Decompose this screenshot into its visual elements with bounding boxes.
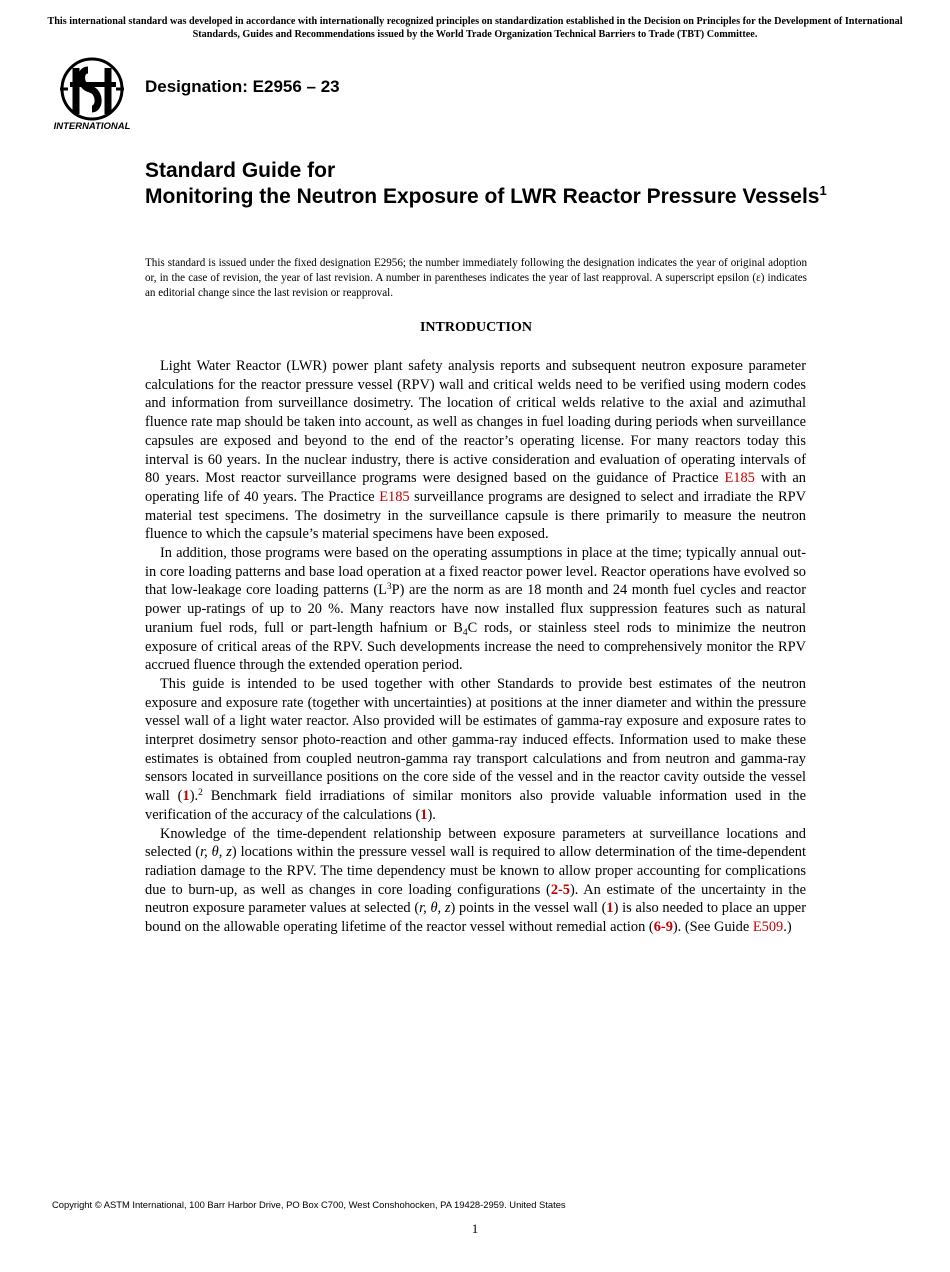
title-line-1: Standard Guide for (145, 159, 336, 182)
intro-paragraph-3: This guide is intended to be used together with other Standards to provide best estimates of the neutron exposure and exposure rate (together with uncertainties) at positions at the inner diameter and within the pressure vessel wall of a light water reactor. Also provided will be estimates of gamma-ray exposure and exposure rates to interpret dosimetry sensor photo-reaction and other gamma-ray induced effects. Information used to make these estimates is obtained from coupled neutron-gamma ray transport calculations and from neutron and gamma-ray sensors located in surveillance positions on the core side of the vessel and in the reactor cavity outside the vessel wall (1).$^2$ Benchmark field irradiations of similar monitors also provide valuable information used in the verification of the accuracy of the calculations (1). (145, 675, 806, 823)
standard-link-e509[interactable]: E509 (752, 919, 784, 936)
page-number: 1 (471, 1221, 479, 1236)
intro-paragraph-4: Knowledge of the time-dependent relationship between exposure parameters at surveillance locations and selected (r, θ, z) locations within the pressure vessel wall is required to allow determination of the time-dependent radiation damage to the RPV. The time dependency must be known to allow proper accounting for complications due to burn-up, as well as changes in core loading configurations (2-5). An estimate of the uncertainty in the neutron exposure parameter values at selected (r, θ, z) points in the vessel wall (1) is also needed to place an upper bound on the allowable operating lifetime of the reactor vessel without remedial action (6-9). (See Guide E509.) (145, 825, 807, 936)
issue-note: This standard is issued under the fixed designation E2956; the number immediately following the designation indicates the year of original adoption or, in the case of revision, the year of last revision. A number in parentheses indicates the year of last reapproval. A superscript epsilon (ε) indicates an editorial change since the last revision or reapproval. (145, 257, 807, 299)
citation-link[interactable]: 1 (606, 900, 614, 917)
standard-link-e185[interactable]: E185 (724, 470, 755, 487)
title-footnote-marker: 1 (819, 183, 827, 198)
logo-wordmark: INTERNATIONAL (53, 121, 131, 132)
wto-notice: This international standard was developed in accordance with internationally recognized principles on standardization established in the Decision on Principles for the Development of International Standards, Guides and Recommendations issued by the World Trade Organization Technical Barriers to Trade (TBT) Committee. (47, 16, 903, 40)
citation-link[interactable]: 2-5 (550, 881, 570, 898)
footnote-marker: 2 (198, 788, 203, 799)
designation: Designation: E2956 – 23 (145, 77, 340, 96)
intro-paragraph-2: In addition, those programs were based on the operating assumptions in place at the time; typically annual out-in core loading patterns and base load operation at a fixed reactor power level. Reactor operations have evolved so that low-leakage core loading patterns $(L^3P)$ are the norm as are 18 month and 24 month fuel cycles and reactor power up-ratings of up to 20 %. Many reactors have now installed flux suppression features such as natural uranium fuel rods, full or part-length hafnium or $B_4C$ rods, or stainless steel rods to minimize the neutron exposure of critical areas of the RPV. Such developments increase the need to comprehensively monitor the RPV accrued fluence through the extended operation period. (145, 545, 806, 674)
astm-logo (52, 56, 136, 132)
introduction-body (145, 357, 806, 937)
introduction-heading: INTRODUCTION (419, 320, 532, 335)
standard-link-e185[interactable]: E185 (379, 488, 410, 505)
citation-link[interactable]: 1 (182, 788, 190, 805)
intro-paragraph-1: Light Water Reactor (LWR) power plant safety analysis reports and subsequent neutron exposure parameter calculations for the reactor pressure vessel (RPV) wall and critical welds need to be verified using modern codes and information from surveillance dosimetry. The location of critical welds relative to the axial and azimuthal fluence rate map should be taken into account, as well as changes in fuel loading during periods when surveillance capsules are exposed and beyond to the end of the reactor’s operating license. For many reactors today this interval is 60 years. In the nuclear industry, there is active consideration and evaluation of operating intervals of 80 years. Most reactor surveillance programs were designed based on the guidance of Practice E185 with an operating life of 40 years. The Practice E185 surveillance programs are designed to select and irradiate the RPV material test specimens. The dosimetry in the surveillance capsule is there primarily to measure the neutron fluence to which the capsule’s material specimens have been exposed. (145, 358, 806, 543)
citation-link[interactable]: 1 (420, 806, 428, 823)
copyright-notice: Copyright © ASTM International, 100 Barr Harbor Drive, PO Box C700, West Conshohocken, PA 19428-2959. United States (52, 1199, 566, 1210)
document-title (145, 158, 845, 210)
title-line-2: Monitoring the Neutron Exposure of LWR Reactor Pressure Vessels$^1$ (145, 183, 827, 208)
citation-link[interactable]: 6-9 (653, 919, 673, 936)
